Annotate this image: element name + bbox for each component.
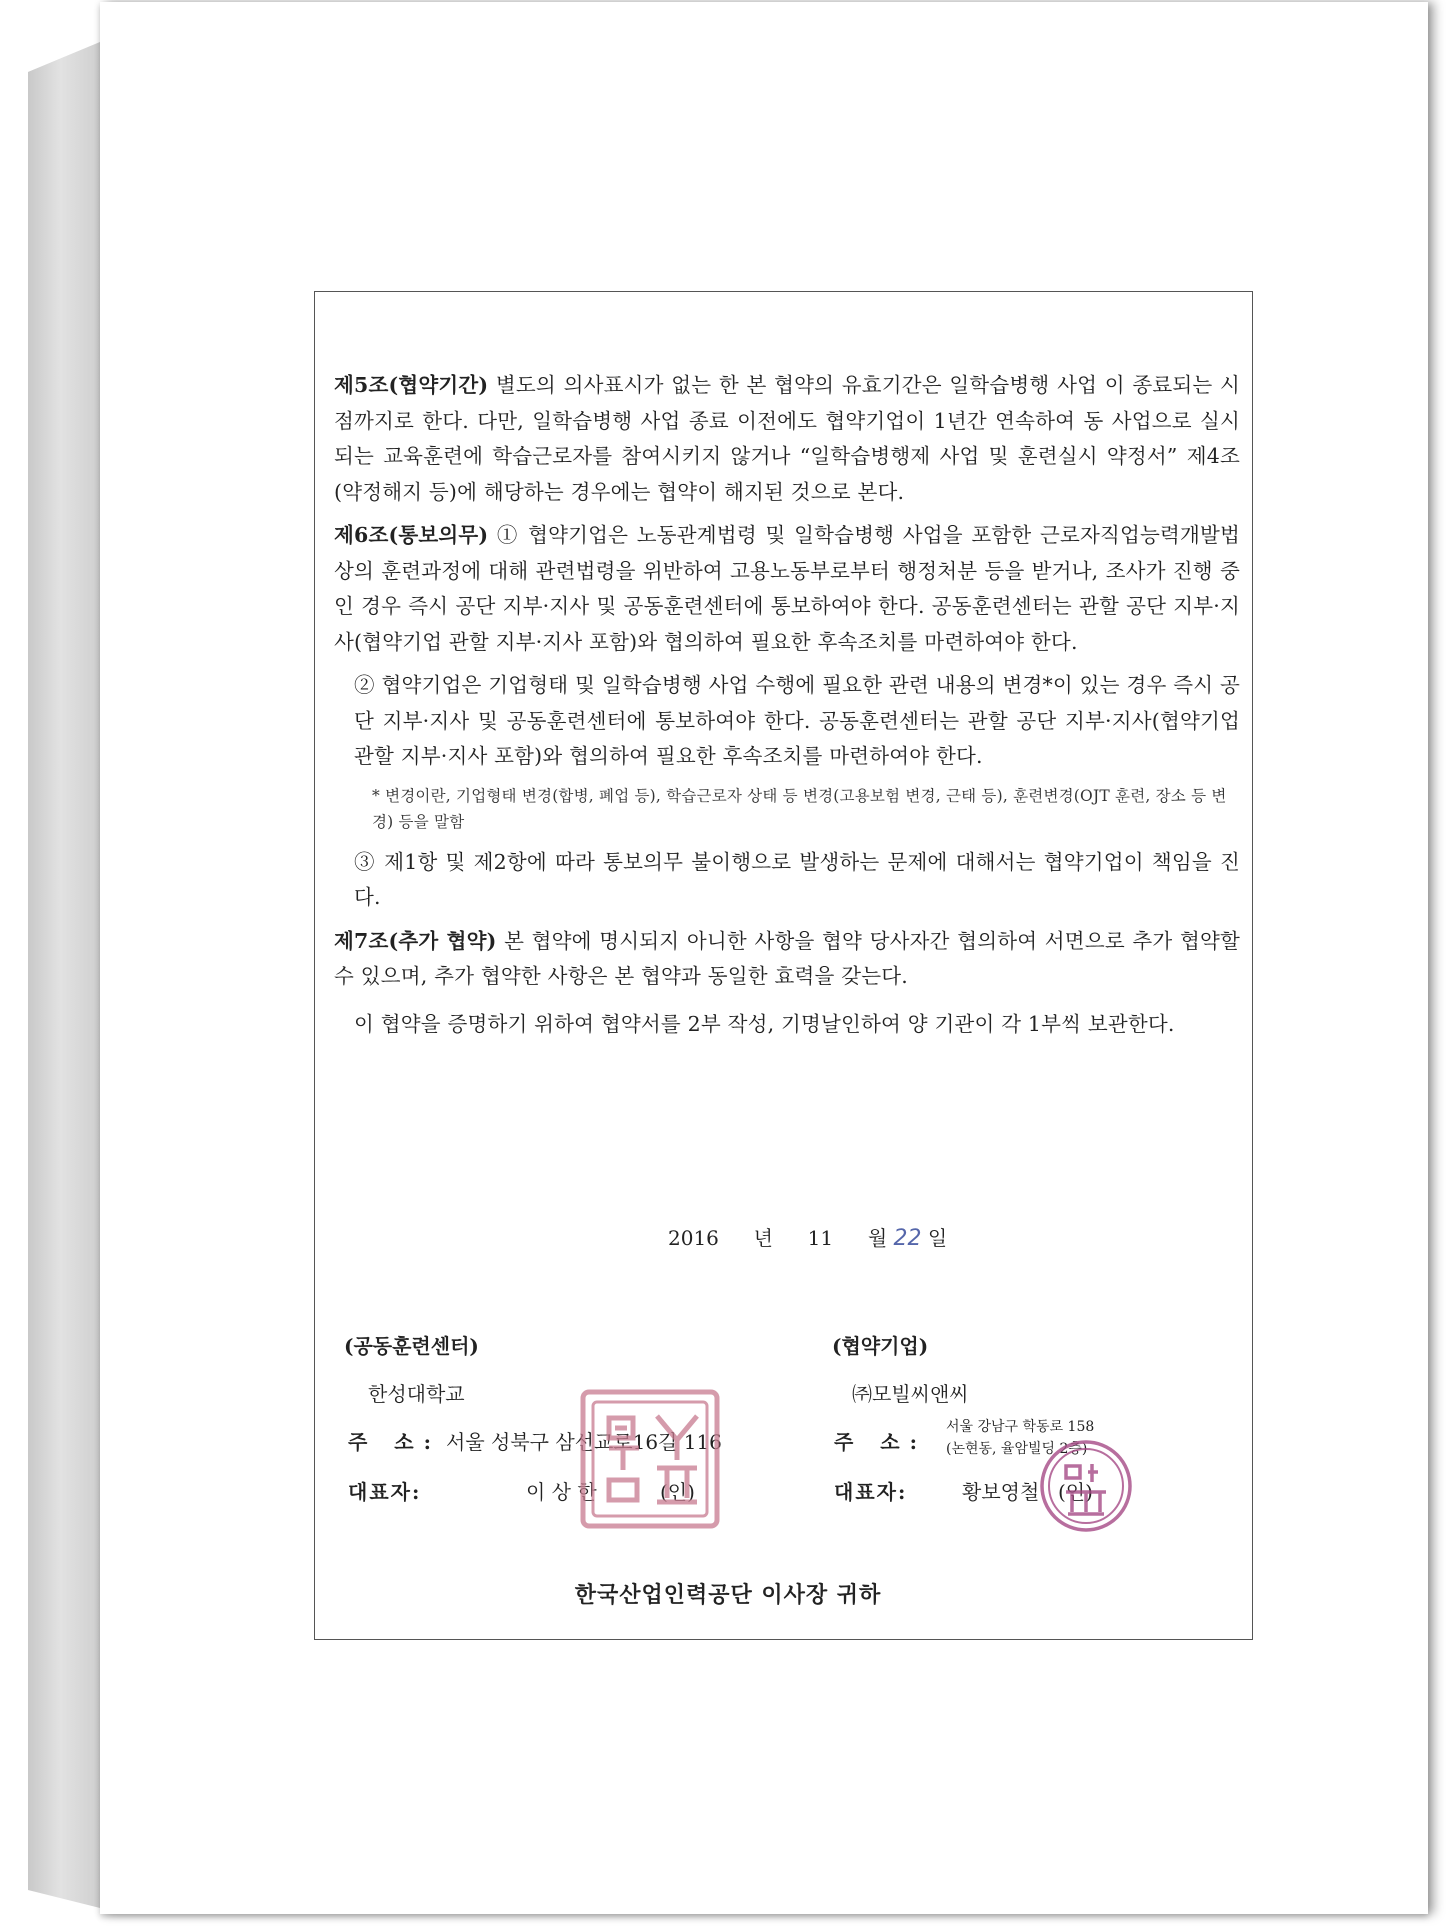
left-party-label: (공동훈련센터) — [344, 1334, 479, 1358]
left-party-name: 한성대학교 — [368, 1382, 465, 1406]
right-rep-name: 황보영철 — [962, 1480, 1040, 1504]
article-5 — [334, 368, 1240, 510]
article-5-title: 제5조(협약기간) — [334, 373, 489, 397]
book-spine — [28, 42, 100, 1908]
article-5-text: 별도의 의사표시가 없는 한 본 협약의 유효기간은 일학습병행 사업 이 종료되는 시점까지로 한다. 다만, 일학습병행 사업 종료 이전에도 협약기업이 1년간 연속하여 동 사업으로 실시되는 교육훈련에 학습근로자를 참여시키지 않거나 “일학습병행제 사업 및 훈련실시 약정서” 제4조(약정해지 등)에 해당하는 경우에는 협약이 해지된 것으로 본다. — [334, 373, 1240, 504]
closing-statement: 이 협약을 증명하기 위하여 협약서를 2부 작성, 기명날인하여 양 기관이 각 1부씩 보관한다. — [354, 1011, 1175, 1036]
date-day-handwritten: 22 — [893, 1226, 922, 1251]
left-address-value: 서울 성북구 삼선교로16길 116 — [446, 1430, 722, 1454]
left-rep-label: 대표자: — [348, 1480, 422, 1504]
article-7 — [334, 924, 1240, 995]
article-6-para-1: ① 협약기업은 노동관계법령 및 일학습병행 사업을 포함한 근로자직업능력개발법 상의 훈련과정에 대해 관련법령을 위반하여 고용노동부로부터 행정처분 등을 받거나, 조사가 진행 중인 경우 즉시 공단 지부·지사 및 공동훈련센터에 통보하여야 한다. 공동훈련센터는 관할 공단 지부·지사(협약기업 관할 지부·지사 포함)와 협의하여 필요한 후속조치를 마련하여야 한다. — [334, 523, 1241, 654]
right-company-seal-icon — [1036, 1436, 1136, 1536]
date-year-unit: 년 — [753, 1226, 773, 1250]
date-month-unit: 월 — [867, 1226, 888, 1250]
right-rep-label: 대표자: — [834, 1480, 908, 1504]
agreement-date — [668, 1222, 947, 1251]
addressee-footer: 한국산업인력공단 이사장 귀하 — [574, 1582, 882, 1608]
left-official-seal-icon — [575, 1384, 725, 1534]
right-address-line-1: 서울 강남구 학동로 158 — [946, 1419, 1095, 1435]
right-address-label: 주 소: — [834, 1430, 927, 1454]
date-day-unit: 일 — [927, 1226, 948, 1250]
right-party-label: (협약기업) — [832, 1334, 929, 1358]
date-year: 2016 — [668, 1226, 719, 1250]
article-6-para-2: ② 협약기업은 기업형태 및 일학습병행 사업 수행에 필요한 관련 내용의 변경*이 있는 경우 즉시 공단 지부·지사 및 공동훈련센터에 통보하여야 한다. 공동훈련센터는 관할 공단 지부·지사(협약기업 관할 지부·지사 포함)와 협의하여 필요한 후속조치를 마련하여야 한다. — [354, 673, 1240, 768]
agreement-body — [334, 368, 1240, 1042]
article-6 — [334, 518, 1240, 660]
article-6-title: 제6조(통보의무) — [334, 523, 489, 547]
left-seal-mark: (인) — [660, 1480, 695, 1504]
article-7-title: 제7조(추가 협약) — [334, 928, 497, 953]
article-6-para-3: ③ 제1항 및 제2항에 따라 통보의무 불이행으로 발생하는 문제에 대해서는 협약기업이 책임을 진다. — [354, 849, 1240, 909]
right-party-name: ㈜모빌씨앤씨 — [852, 1382, 969, 1406]
article-6-footnote: * 변경이란, 기업형태 변경(합병, 폐업 등), 학습근로자 상태 등 변경(고용보험 변경, 근태 등), 훈련변경(OJT 훈련, 장소 등 변경) 등을 말함 — [372, 786, 1227, 831]
right-address-line-2: (논현동, 율암빌딩 2층) — [946, 1441, 1088, 1457]
left-address-label: 주 소: — [348, 1430, 441, 1454]
article-7-text: 본 협약에 명시되지 아니한 사항을 협약 당사자간 협의하여 서면으로 추가 협약할 수 있으며, 추가 협약한 사항은 본 협약과 동일한 효력을 갖는다. — [334, 928, 1240, 988]
date-month: 11 — [807, 1226, 834, 1250]
left-rep-name: 이 상 한 — [526, 1480, 597, 1504]
right-seal-mark: (인) — [1058, 1480, 1093, 1504]
